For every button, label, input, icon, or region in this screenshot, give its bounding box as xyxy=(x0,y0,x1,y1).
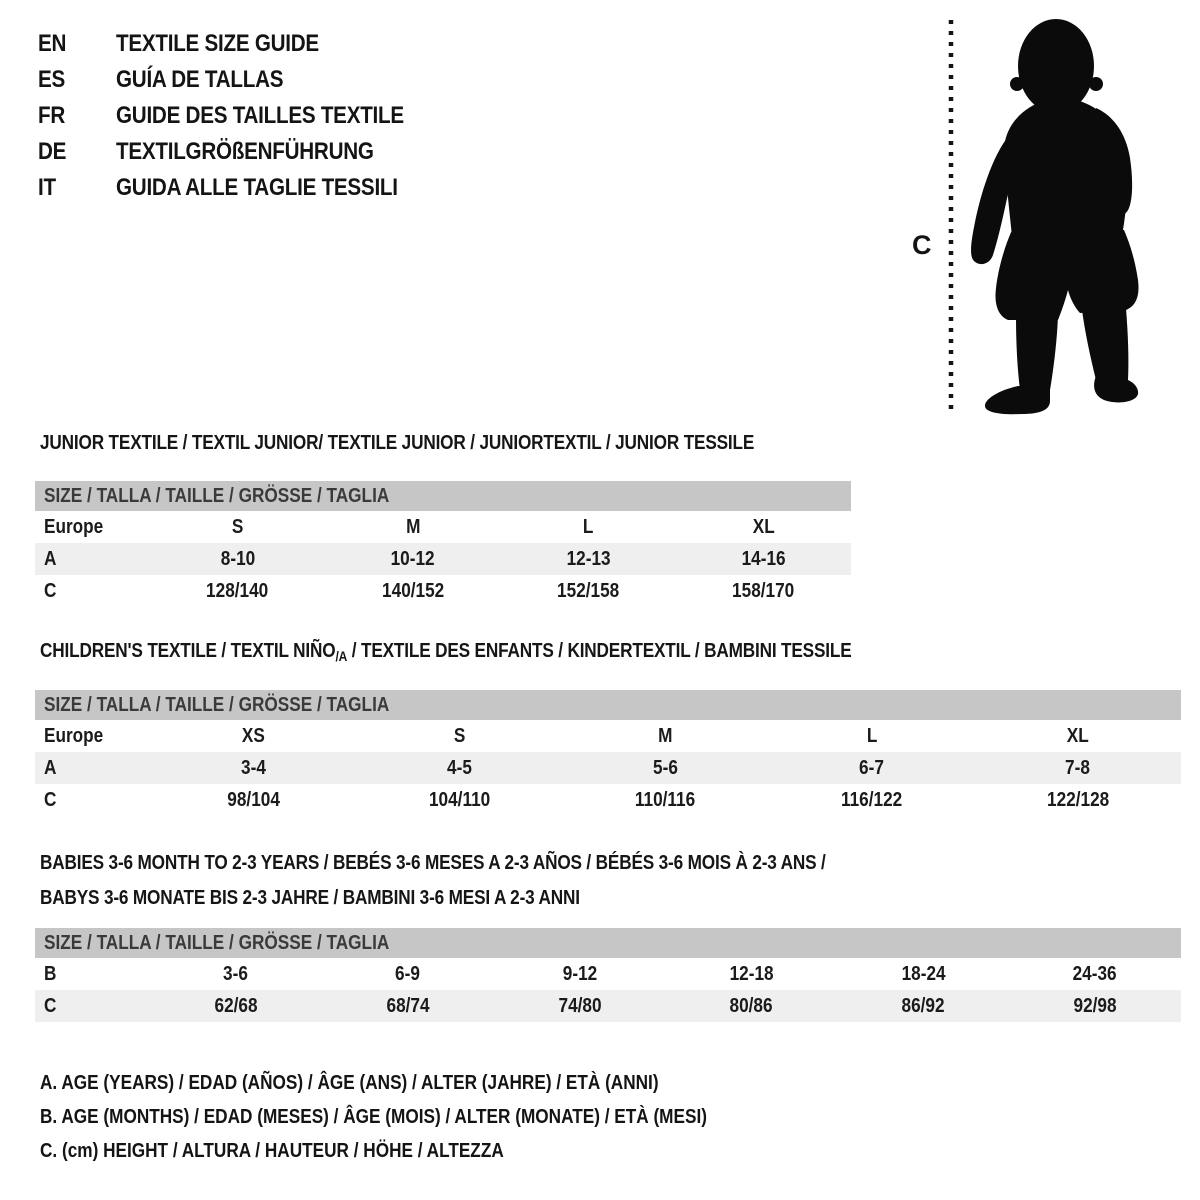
cell-value: 122/128 xyxy=(1046,788,1109,811)
cell-value: 18-24 xyxy=(901,962,946,985)
cell-value: 110/116 xyxy=(635,788,696,811)
size-header-bar: SIZE / TALLA / TAILLE / GRÖSSE / TAGLIA xyxy=(35,481,851,511)
measurement-legend xyxy=(40,1066,816,1168)
cell-value: 4-5 xyxy=(446,756,472,779)
cell-value: 74/80 xyxy=(558,994,602,1017)
cell-value: 12-18 xyxy=(729,962,774,985)
cell-value: 5-6 xyxy=(653,756,678,779)
cell-value: 6-9 xyxy=(395,962,421,985)
size-header-bar: SIZE / TALLA / TAILLE / GRÖSSE / TAGLIA xyxy=(35,690,1181,720)
cell-value: 24-36 xyxy=(1073,962,1118,985)
cell-value: L xyxy=(582,515,594,538)
row-label: C xyxy=(44,579,57,602)
babies-section-title: BABIES 3-6 MONTH TO 2-3 YEARS / BEBÉS 3-6 MESES A 2-3 AÑOS / BÉBÉS 3-6 MOIS À 2-3 ANS / BABYS 3-6 MONATE BIS 2-3 JAHRE / BAMBINI 3-6 MESI A 2-3 ANNI xyxy=(40,852,826,909)
legend-line-b: B. AGE (MONTHS) / EDAD (MESES) / ÂGE (MOIS) / ALTER (MONATE) / ETÀ (MESI) xyxy=(40,1105,707,1128)
cell-value: S xyxy=(453,724,466,747)
language-title: GUIDE DES TAILLES TEXTILE xyxy=(116,102,404,129)
cell-value: S xyxy=(231,515,244,538)
language-row xyxy=(38,62,451,98)
language-row xyxy=(38,98,451,134)
height-figure xyxy=(900,8,1160,420)
junior-size-table xyxy=(35,481,851,607)
babies-size-table xyxy=(35,928,1181,1022)
row-label: B xyxy=(44,962,57,985)
language-title: GUIDA ALLE TAGLIE TESSILI xyxy=(116,174,398,201)
cell-value: 10-12 xyxy=(390,547,435,570)
language-code: DE xyxy=(38,138,67,165)
cell-value: M xyxy=(405,515,421,538)
row-label: A xyxy=(44,547,57,570)
cell-value: 92/98 xyxy=(1073,994,1117,1017)
table-row-europe xyxy=(35,511,851,543)
language-code: FR xyxy=(38,102,66,129)
language-header xyxy=(38,26,451,206)
cell-value: XL xyxy=(1066,724,1089,747)
cell-value: 152/158 xyxy=(557,579,620,602)
language-title: TEXTILGRÖßENFÜHRUNG xyxy=(116,138,374,165)
language-code: EN xyxy=(38,30,67,57)
cell-value: 3-6 xyxy=(223,962,249,985)
cell-value: L xyxy=(866,724,877,747)
toddler-silhouette-icon xyxy=(971,19,1138,414)
language-row xyxy=(38,170,451,206)
cell-value: M xyxy=(658,724,673,747)
children-size-table xyxy=(35,690,1181,816)
cell-value: 68/74 xyxy=(386,994,430,1017)
table-row-c xyxy=(35,575,851,607)
legend-line-a: A. AGE (YEARS) / EDAD (AÑOS) / ÂGE (ANS) / ALTER (JAHRE) / ETÀ (ANNI) xyxy=(40,1071,659,1094)
table-row-b xyxy=(35,958,1181,990)
legend-line-c: C. (cm) HEIGHT / ALTURA / HAUTEUR / HÖHE / ALTEZZA xyxy=(40,1139,504,1162)
row-label: C xyxy=(44,994,57,1017)
row-label: A xyxy=(44,756,57,779)
row-label: C xyxy=(44,788,57,811)
cell-value: 98/104 xyxy=(226,788,280,811)
size-header-bar: SIZE / TALLA / TAILLE / GRÖSSE / TAGLIA xyxy=(35,928,1181,958)
cell-value: 12-13 xyxy=(566,547,611,570)
cell-value: 9-12 xyxy=(562,962,597,985)
cell-value: 14-16 xyxy=(741,547,786,570)
language-title: GUÍA DE TALLAS xyxy=(116,66,284,93)
language-code: IT xyxy=(38,174,56,201)
table-row-c xyxy=(35,990,1181,1022)
cell-value: 86/92 xyxy=(901,994,945,1017)
cell-value: XL xyxy=(752,515,775,538)
children-section-title: CHILDREN'S TEXTILE / TEXTIL $NIÑO_{/A}$ / TEXTILE DES ENFANTS / KINDERTEXTIL / BAMBINI TESSILE xyxy=(40,640,852,664)
row-label: Europe xyxy=(44,515,104,538)
table-row-c xyxy=(35,784,1181,816)
cell-value: 62/68 xyxy=(214,994,258,1017)
cell-value: 80/86 xyxy=(729,994,773,1017)
cell-value: 158/170 xyxy=(732,579,795,602)
language-title: TEXTILE SIZE GUIDE xyxy=(116,30,319,57)
table-row-a xyxy=(35,752,1181,784)
language-code: ES xyxy=(38,66,66,93)
cell-value: 116/122 xyxy=(841,788,903,811)
cell-value: 128/140 xyxy=(206,579,269,602)
cell-value: 104/110 xyxy=(428,788,490,811)
table-row-europe xyxy=(35,720,1181,752)
cell-value: 8-10 xyxy=(220,547,255,570)
row-label: Europe xyxy=(44,724,104,747)
language-row xyxy=(38,134,451,170)
cell-value: XS xyxy=(241,724,265,747)
junior-section-title: JUNIOR TEXTILE / TEXTIL JUNIOR/ TEXTILE JUNIOR / JUNIORTEXTIL / JUNIOR TESSILE xyxy=(40,432,755,454)
height-label: C xyxy=(912,230,932,260)
cell-value: 3-4 xyxy=(240,756,266,779)
table-row-a xyxy=(35,543,851,575)
cell-value: 6-7 xyxy=(859,756,885,779)
cell-value: 140/152 xyxy=(381,579,444,602)
cell-value: 7-8 xyxy=(1065,756,1091,779)
language-row xyxy=(38,26,451,62)
